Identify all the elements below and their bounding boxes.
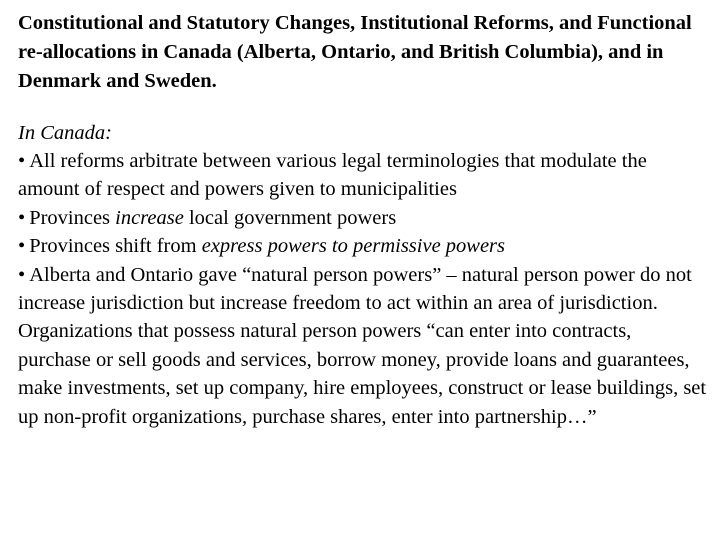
bullet-text-emphasis: express powers to permissive powers: [201, 235, 506, 258]
bullet-text-emphasis: increase: [115, 206, 184, 229]
bullet-text-pre: Provinces: [29, 206, 116, 229]
bullet-text-post: local government powers: [183, 206, 397, 229]
bullet-list: [18, 147, 708, 431]
section-heading: In Canada:: [18, 122, 112, 144]
bullet-text: All reforms arbitrate between various legal terminologies that modulate the amount of respect and powers given to municipalities: [18, 150, 647, 201]
bullet-text-pre: Provinces shift from: [29, 235, 202, 258]
slide-title: Constitutional and Statutory Changes, Institutional Reforms, and Functional re-allocations in Canada (Alberta, Ontario, and British Columbia), and in Denmark and Sweden.: [18, 12, 692, 92]
bullet-icon: •: [18, 206, 26, 229]
bullet-provinces-shift: [18, 232, 708, 260]
bullet-icon: •: [18, 150, 26, 172]
bullet-provinces-increase: [18, 204, 708, 232]
bullet-icon: •: [18, 263, 26, 286]
bullet-icon: •: [18, 235, 26, 258]
bullet-reforms-arbitrate: [18, 147, 708, 204]
bullet-natural-person-powers: [18, 261, 708, 431]
slide: [18, 9, 708, 431]
bullet-text: Alberta and Ontario gave “natural person powers” – natural person power do not increase jurisdiction but increase freedom to act within an area of jurisdiction. Organizations that possess natural person powers “can enter into contracts, purchase or sell goods and services, borrow money, provide loans and guarantees, make investments, set up company, hire employees, construct or lease buildings, set up non-profit organizations, purchase shares, enter into partnership…”: [18, 263, 707, 428]
